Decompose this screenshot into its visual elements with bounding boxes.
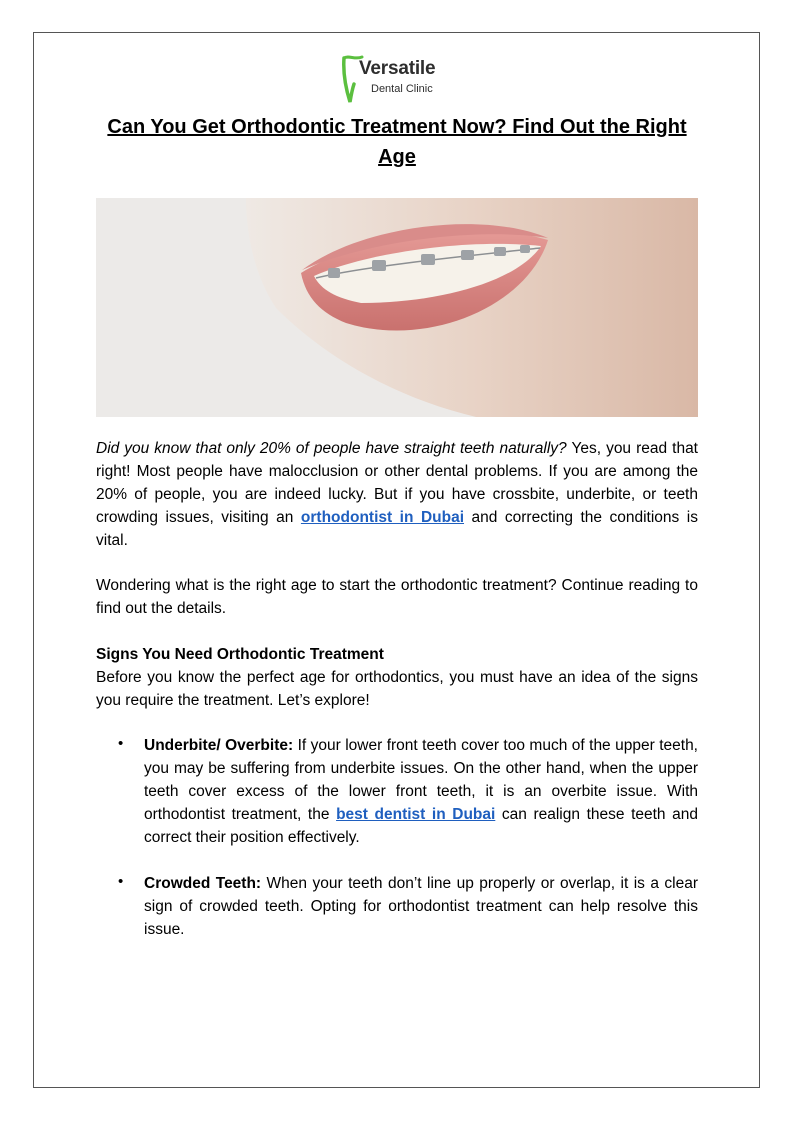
bullet-text-end: can realign these teeth and correct their position effectively.	[144, 806, 698, 846]
intro-italic: Did you know that only 20% of people have straight teeth naturally?	[96, 440, 567, 457]
intro-text-end: and correcting the conditions is vital.	[96, 509, 698, 549]
section-heading: Signs You Need Orthodontic Treatment	[96, 646, 384, 663]
signs-section	[96, 643, 698, 712]
list-item-crowded-teeth	[144, 872, 698, 941]
bullet-term: Underbite/ Overbite:	[144, 737, 294, 754]
clinic-logo	[341, 52, 461, 108]
intro-paragraph	[96, 437, 698, 552]
bullet-marker: •	[118, 873, 124, 890]
bullet-text: If your lower front teeth cover too much of the upper teeth, you may be suffering from underbite issues. On the other hand, when the upper teeth cover excess of the lower front teeth, it is an overbite issue. With orthodontist treatment, the	[144, 737, 698, 823]
hero-image-braces	[96, 198, 698, 417]
page-title: Can You Get Orthodontic Treatment Now? Find Out the Right Age	[107, 116, 687, 168]
bullet-term: Crowded Teeth:	[144, 875, 262, 892]
best-dentist-dubai-link[interactable]: best dentist in Dubai	[336, 806, 496, 823]
list-item-underbite	[144, 734, 698, 849]
bullet-marker: •	[118, 735, 124, 752]
logo-name: Versatile	[359, 58, 436, 79]
intro-text: Yes, you read that right! Most people have malocclusion or other dental problems. If you are among the 20% of people, you are indeed lucky. But if you have crossbite, underbite, or teeth crowding issues, visiting an	[96, 440, 698, 526]
smile-braces-illustration	[96, 198, 698, 417]
bullet-text: When your teeth don’t line up properly or overlap, it is a clear sign of crowded teeth. Opting for orthodontist treatment can help resolve this issue.	[144, 875, 698, 938]
logo-subtitle: Dental Clinic	[371, 83, 433, 95]
orthodontist-dubai-link[interactable]: orthodontist in Dubai	[300, 509, 465, 526]
section-body: Before you know the perfect age for orthodontics, you must have an idea of the signs you require the treatment. Let’s explore!	[96, 669, 698, 709]
paragraph-right-age: Wondering what is the right age to start the orthodontic treatment? Continue reading to find out the details.	[96, 577, 698, 617]
